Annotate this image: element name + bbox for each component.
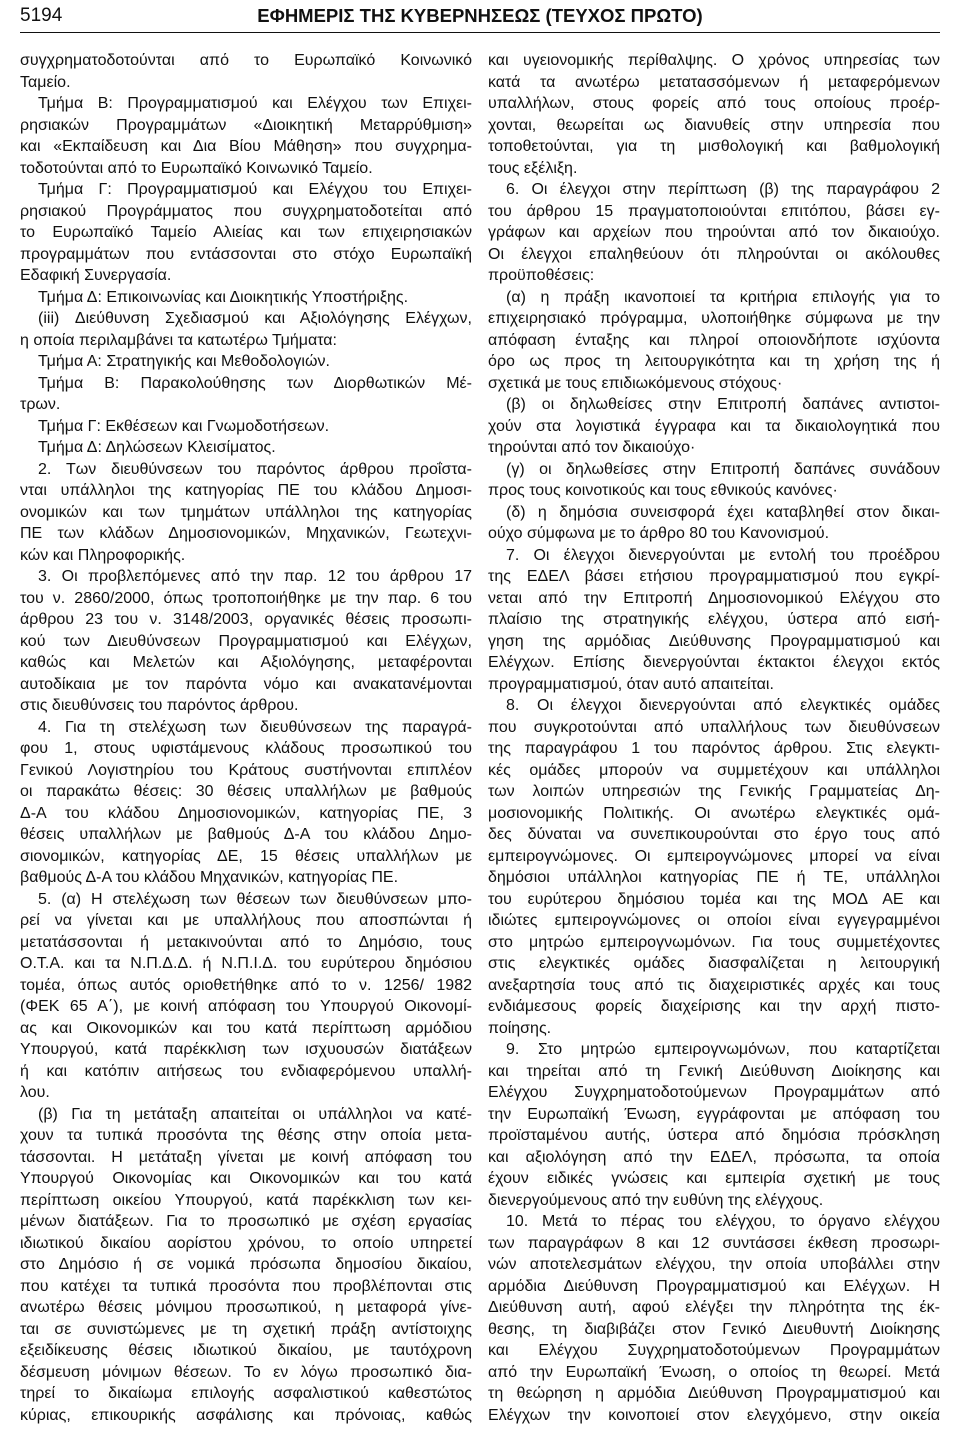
- text-line: νται υπάλληλοι της κατηγορίας ΠΕ του κλάδου Δημοσι-: [20, 482, 472, 499]
- text-line: περίπτωση οικείου Υπουργού, κατά παρέκκλιση των κει-: [20, 1191, 472, 1209]
- text-line: από την Ευρωπαϊκή Ένωση, ο οποίος τη θεωρεί. Μετά: [488, 1363, 940, 1381]
- text-line: θεσης, τη διαβιβάζει στον Γενικό Διευθυντή Διοίκησης: [488, 1320, 940, 1338]
- text-line: μοσιονομικής Πολιτικής. Οι ανωτέρω ελεγκτικές ομά-: [488, 804, 940, 822]
- text-line: εξειδίκευσης θέσεις ιδιωτικού δικαίου, με ταυτόχρονη: [20, 1342, 472, 1359]
- text-line: η οποία περιλαμβάνει τα κατωτέρω Τμήματα:: [20, 331, 337, 349]
- text-line: προς τους κοινοτικούς και τους εθνικούς κανόνες·: [488, 482, 838, 499]
- text-line: (ΦΕΚ 65 Α΄), με κοινή απόφαση του Υπουργού Οικονομί-: [20, 998, 472, 1015]
- text-line: βαθμούς Δ-Α του κλάδου Μηχανικών, κατηγορίας ΠΕ.: [20, 869, 399, 886]
- text-line: Τμήμα Α: Στρατηγικής και Μεθοδολογιών.: [38, 353, 330, 370]
- text-line: διενεργούμενους από την ευθύνη της ελέγχους.: [488, 1191, 824, 1209]
- text-line: των λοιπών υπηρεσιών της Γενικής Γραμματείας Δη-: [488, 783, 940, 800]
- left-text-column: [20, 50, 472, 1426]
- text-line: Ο.Τ.Α. και τα Ν.Π.Δ.Δ. ή Ν.Π.Ι.Δ. του ευρύτερου δημόσιου: [20, 955, 472, 972]
- text-line: την Ευρωπαϊκή Ένωση, εγγράφονται με απόφαση του: [488, 1105, 940, 1123]
- text-line: προγραμμάτων που εντάσσονται στο στόχο Ευρωπαϊκή: [20, 245, 472, 263]
- text-line: χούν στα λογιστικά έγγραφα και τα δικαιολογητικά που: [488, 417, 940, 435]
- text-line: κού των Διευθύνσεων Προγραμματισμού και Ελέγχων,: [20, 632, 472, 650]
- text-line: προϊσταμένου αυτής, ύστερα από δημόσια πρόσκληση: [488, 1127, 940, 1144]
- text-line: ας και Οικονομικών και του κατά περίπτωση αρμόδιου: [20, 1019, 472, 1037]
- text-line: δέσμευση μόνιμων θέσεων. Το εν λόγω προσωπικό δια-: [20, 1363, 472, 1381]
- text-line: Υπουργού Οικονομίας και Οικονομικών και του κατά: [20, 1170, 472, 1187]
- text-line: Τμήμα Β: Παρακολούθησης των Διορθωτικών Μέ-: [38, 374, 472, 392]
- text-line: τηρούνται από τον δικαιούχο·: [488, 439, 696, 456]
- text-line: άρθρου 23 του ν. 3148/2003, οργανικές θέσεις προσωπι-: [20, 611, 472, 628]
- text-line: Ταμείο.: [20, 73, 71, 91]
- page-header: [20, 2, 940, 33]
- text-line: ή και κατόπιν αιτήσεως του ενδιαφερόμενου υπαλλή-: [20, 1062, 472, 1080]
- text-line: συγχρηματοδοτούνται από το Ευρωπαϊκό Κοινωνικό: [20, 52, 472, 69]
- text-line: στις διευθύνσεις του παρόντος άρθρου.: [20, 697, 299, 714]
- text-line: νών αποτελεσμάτων ελέγχου, την οποία υποβάλλει στην: [488, 1256, 940, 1273]
- text-line: ρεί να γίνεται και με υπαλλήλους που αποσπώνται ή: [20, 912, 472, 929]
- text-line: υπαλλήλων, στους φορείς από τους οποίους προέρ-: [488, 95, 940, 112]
- text-line: και «Εκπαίδευση και Δια Βίου Μάθηση» που συγχρημα-: [20, 138, 472, 155]
- text-line: Εδαφική Συνεργασία.: [20, 267, 172, 284]
- text-line: 9. Στο μητρώο εμπειρογνωμόνων, που καταρτίζεται: [506, 1041, 940, 1058]
- text-line: έχουν ειδικές γνώσεις και εμπειρία σχετική με τους: [488, 1170, 940, 1187]
- text-line: (iii) Διεύθυνση Σχεδιασμού και Αξιολόγησης Ελέγχων,: [38, 310, 472, 327]
- text-line: απόφαση ένταξης και πληροί οποιονδήποτε ισχύοντα: [488, 331, 940, 349]
- text-line: που συγκροτούνται από υπαλλήλους των διευθύνσεων: [488, 718, 940, 736]
- text-line: ανεξαρτησία τους από τις διαχειριστικές αρχές και τους: [488, 976, 940, 994]
- text-line: λου.: [20, 1084, 50, 1101]
- text-line: στις ελεγκτικές ομάδες διασφαλίζεται η λειτουργική: [488, 955, 940, 972]
- text-line: επιχειρησιακό πρόγραμμα, υλοποιήθηκε σύμφωνα με την: [488, 310, 940, 327]
- text-line: κύριας, επικουρικής ασφάλισης και πρόνοιας, καθώς: [20, 1406, 472, 1424]
- text-line: του άρθρου 15 πραγματοποιούνται επιτόπου, βάσει εγ-: [488, 202, 940, 220]
- text-line: αυτοδίκαια με τον παρόντα νόμο και ανακατανέμονται: [20, 675, 472, 693]
- text-line: Γενικού Λογιστηρίου του Κράτους συστήνονται επιπλέον: [20, 761, 472, 779]
- text-line: (α) η πράξη ικανοποιεί τα κριτήρια επιλογής για το: [506, 288, 940, 306]
- text-line: προγραμματισμού, όταν αυτό απαιτείται.: [488, 675, 774, 693]
- text-line: ποίησης.: [488, 1019, 552, 1037]
- text-line: 6. Οι έλεγχοι στην περίπτωση (β) της παραγράφου 2: [506, 181, 940, 198]
- text-line: προϋποθέσεις:: [488, 267, 595, 284]
- text-line: τοποθετούνται, για τη μισθολογική και βαθμολογική: [488, 138, 940, 155]
- text-line: και Ελέγχου Συγχρηματοδοτούμενων Προγραμμάτων: [488, 1342, 940, 1359]
- right-text-column: [488, 50, 940, 1426]
- text-line: 8. Οι έλεγχοι διενεργούνται από ελεγκτικές ομάδες: [506, 697, 940, 714]
- text-line: εμπειρογνώμονες. Οι εμπειρογνώμονες μπορεί να είναι: [488, 847, 940, 865]
- text-line: ιδιωτικού δικαίου αορίστου χρόνου, το οποίο υπηρετεί: [20, 1234, 472, 1252]
- text-line: του ευρύτερου δημόσιου τομέα και της ΜΟΔ ΑΕ και: [488, 890, 940, 908]
- text-line: γράφων και αρχείων που τηρούνται από τον δικαιούχο.: [488, 224, 940, 241]
- text-line: Τμήμα Γ: Εκθέσεων και Γνωμοδοτήσεων.: [38, 417, 330, 435]
- text-line: (γ) οι δηλωθείσες στην Επιτροπή δαπάνες συνάδουν: [506, 460, 940, 478]
- text-line: θέσεις υπαλλήλων με βαθμούς Δ-Α του κλάδου Δημο-: [20, 826, 472, 843]
- text-line: Τμήμα Γ: Προγραμματισμού και Ελέγχου του Επιχει-: [38, 181, 472, 198]
- text-line: ούχο σύμφωνα με το άρθρο 80 του Κανονισμού.: [488, 525, 830, 542]
- text-line: των παραγράφων 8 και 12 συντάσσει έκθεση προσωρι-: [488, 1234, 940, 1252]
- text-line: Ελέγχων την κοινοποιεί στον ελεγχόμενο, στην οικεία: [488, 1406, 940, 1424]
- text-line: που κατέχει τα τυπικά προσόντα που προβλέπονται στις: [20, 1277, 472, 1295]
- text-line: αρμόδια Διεύθυνση Προγραμματισμού και Ελέγχων. Η: [488, 1277, 940, 1295]
- text-line: ρησιακού Προγράμματος που συγχρηματοδοτείται από: [20, 202, 472, 220]
- text-line: (δ) η δημόσια συνεισφορά έχει καταβληθεί στον δικαι-: [506, 503, 940, 521]
- text-line: 5. (α) Η στελέχωση των θέσεων των διευθύνσεων μπο-: [38, 890, 472, 908]
- text-line: ονομικών και των τμημάτων υπάλληλοι της κατηγορίας: [20, 503, 472, 521]
- text-line: ται σε συνιστώμενες με τη σχετική πράξη αντίστοιχης: [20, 1320, 472, 1338]
- text-line: το Ευρωπαϊκό Ταμείο Αλιείας και των επιχειρησιακών: [20, 224, 472, 241]
- text-line: τηρεί το δικαίωμα επιλογής ασφαλιστικού καθεστώτος: [20, 1385, 472, 1402]
- text-line: ΠΕ των κλάδων Δημοσιονομικών, Μηχανικών, Γεωτεχνι-: [20, 525, 472, 542]
- text-line: και τηρείται από τη Γενική Διεύθυνση Διοίκησης και: [488, 1062, 940, 1080]
- text-line: τη θεώρηση η αρμόδια Διεύθυνση Προγραμματισμού και: [488, 1385, 940, 1402]
- text-line: Τμήμα Δ: Δηλώσεων Κλεισίματος.: [38, 439, 276, 456]
- text-line: ενδιάμεσους φορείς διαχείρισης και την αρχή πιστο-: [488, 998, 940, 1015]
- text-line: 2. Των διευθύνσεων του παρόντος άρθρου προΐστα-: [38, 460, 472, 478]
- text-line: καθώς και Μελετών και Αξιολόγησης, μεταφέρονται: [20, 654, 472, 671]
- text-line: τους εξέλιξη.: [488, 159, 578, 177]
- text-line: ρησιακών Προγραμμάτων «Διοικητική Μεταρρύθμιση»: [20, 116, 472, 134]
- text-line: χουν τα τυπικά προσόντα της θέσης στην οποία μετα-: [20, 1127, 472, 1144]
- gazette-title: ΕΦΗΜΕΡΙΣ ΤΗΣ ΚΥΒΕΡΝΗΣΕΩΣ (ΤΕΥΧΟΣ ΠΡΩΤΟ): [257, 5, 703, 26]
- text-line: στο μητρώο εμπειρογνωμόνων. Για τους συμμετέχοντες: [488, 933, 940, 951]
- text-line: 7. Οι έλεγχοι διενεργούνται με εντολή του προέδρου: [506, 546, 940, 564]
- text-line: τρων.: [20, 396, 61, 413]
- text-line: φου 1, στους υφιστάμενους κλάδους προσωπικού του: [20, 740, 472, 757]
- text-line: κατά τα ανωτέρω μετατασσόμενων ή μεταφερόμενων: [488, 73, 940, 91]
- text-line: ανωτέρω θέσεις μόνιμου προσωπικού, η μεταφορά γίνε-: [20, 1299, 472, 1316]
- text-line: κές ομάδες μπορούν να συμμετέχουν και υπάλληλοι: [488, 761, 940, 779]
- text-line: οι παρακάτω θέσεις: 30 θέσεις υπαλλήλων με βαθμούς: [20, 783, 472, 800]
- text-line: Υπουργού, κατά παρέκκλιση των ισχυουσών διατάξεων: [20, 1041, 472, 1058]
- text-line: δημόσιοι υπάλληλοι κατηγορίας ΠΕ ή ΤΕ, υπάλληλοι: [488, 869, 940, 886]
- text-line: Δ-Α του κλάδου Δημοσιονομικών, κατηγορίας ΠΕ, 3: [20, 804, 472, 822]
- text-line: τάσσονται. Η μετάταξη γίνεται με κοινή απόφαση του: [20, 1148, 472, 1166]
- text-line: Τμήμα Δ: Επικοινωνίας και Διοικητικής Υποστήριξης.: [38, 288, 409, 306]
- text-line: τοδοτούνται από το Ευρωπαϊκό Κοινωνικό Ταμείο.: [20, 159, 373, 177]
- text-line: και αξιολόγηση από την ΕΔΕΛ, πρόσωπα, τα οποία: [488, 1148, 940, 1166]
- text-line: Οι έλεγχοι επαληθεύουν ότι πληρούνται οι ακόλουθες: [488, 245, 940, 263]
- text-line: 10. Μετά το πέρας του ελέγχου, το όργανο ελέγχου: [506, 1213, 940, 1230]
- page-number: 5194: [20, 5, 63, 26]
- text-line: νεται από την Επιτροπή Δημοσιονομικού Ελέγχου στο: [488, 589, 940, 607]
- text-line: όρο ως προς τη λειτουργικότητα και τη χρήση της ή: [488, 353, 940, 370]
- text-line: (β) οι δηλωθείσες στην Επιτροπή δαπάνες αντιστοι-: [506, 396, 940, 413]
- text-line: Ελέγχου Συγχρηματοδοτούμενων Προγραμμάτων από: [488, 1084, 940, 1101]
- text-line: σιονομικών, κατηγορίας ΔΕ, 15 θέσεις υπαλλήλων με: [20, 847, 472, 865]
- text-line: γηση της αρμόδιας Διεύθυνσης Προγραμματισμού και: [488, 632, 940, 650]
- text-line: στο Δημόσιο ή σε νομικά πρόσωπα δημοσίου δικαίου,: [20, 1256, 472, 1273]
- text-line: Ελέγχων. Επίσης διενεργούνται έκτακτοι έλεγχοι εκτός: [488, 654, 940, 671]
- text-line: 4. Για τη στελέχωση των διευθύνσεων της παραγρά-: [38, 718, 472, 736]
- text-line: μένων διατάξεων. Για το προσωπικό με σχέση εργασίας: [20, 1213, 472, 1230]
- text-line: τομέα, όπως αυτός οριοθετήθηκε από το ν. 1256/ 1982: [20, 976, 472, 994]
- text-line: της παραγράφου 1 του παρόντος άρθρου. Στις ελεγκτι-: [488, 740, 940, 757]
- text-line: Διεύθυνση αυτή, αφού ελέγξει την πληρότητα της έκ-: [488, 1299, 940, 1316]
- text-line: ιδιώτες εμπειρογνώμονες οι οποίοι είναι εγγεγραμμένοι: [488, 912, 940, 929]
- text-line: του ν. 2860/2000, όπως τροποποιήθηκε με την παρ. 6 του: [20, 589, 472, 607]
- text-line: χονται, θεωρείται ως διανυθείς στην υπηρεσία που: [488, 116, 940, 134]
- text-line: 3. Οι προβλεπόμενες από την παρ. 12 του άρθρου 17: [38, 568, 472, 585]
- text-line: σχετικά με τους επιδιωκόμενους στόχους·: [488, 374, 783, 392]
- text-line: της ΕΔΕΛ βάσει ετήσιου προγραμματισμού που εγκρί-: [488, 568, 940, 585]
- text-line: (β) Για τη μετάταξη απαιτείται οι υπάλληλοι να κατέ-: [38, 1105, 472, 1123]
- text-line: μετατάσσονται ή μετακινούνται από το Δημόσιο, τους: [20, 933, 472, 951]
- text-line: πλαίσιο της στρατηγικής ελέγχου, ύστερα από εισή-: [488, 611, 940, 628]
- text-line: κών και Πληροφορικής.: [20, 546, 186, 564]
- text-line: δες δύναται να συνεπικουρούνται στο έργο τους από: [488, 826, 940, 843]
- text-line: Τμήμα Β: Προγραμματισμού και Ελέγχου των Επιχει-: [38, 95, 472, 112]
- text-line: και υγειονομικής περίθαλψης. Ο χρόνος υπηρεσίας των: [488, 52, 940, 69]
